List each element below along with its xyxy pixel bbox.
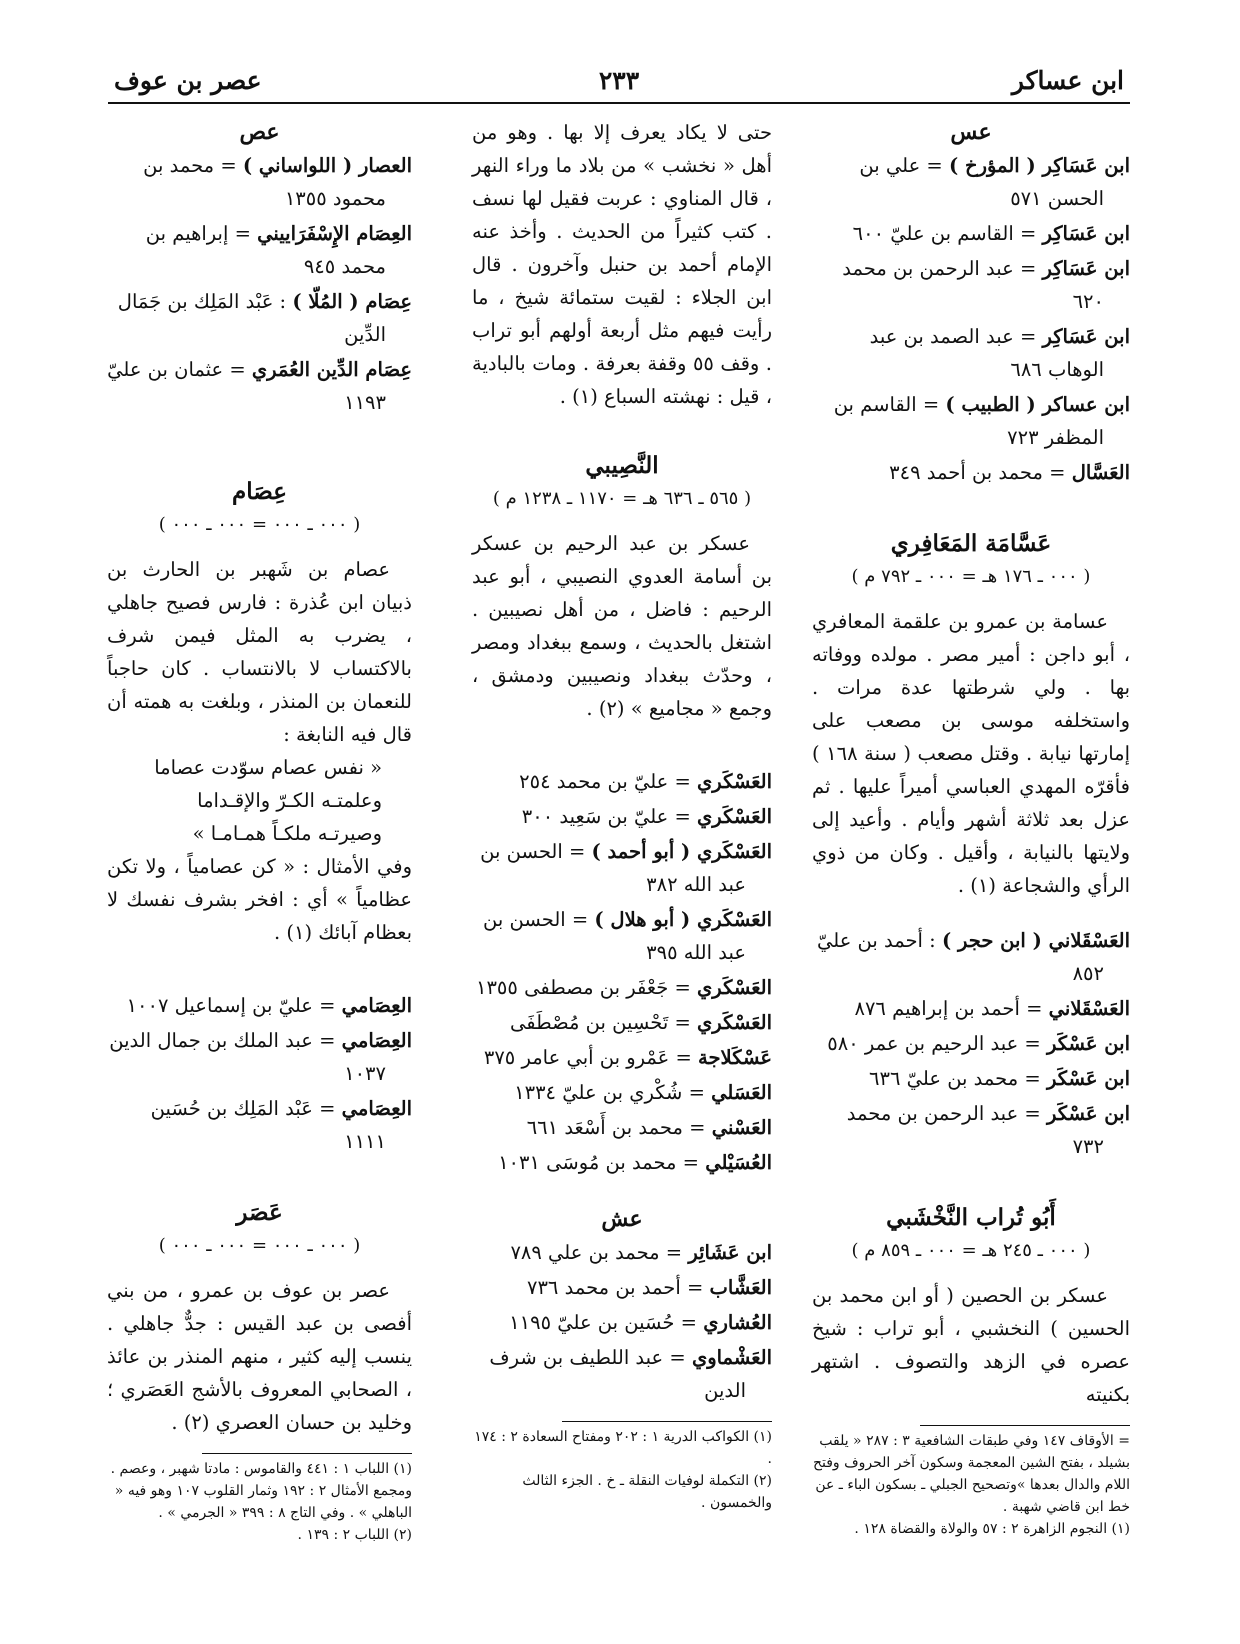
entry-value: = عليّ بن سَعِيد ٣٠٠	[521, 805, 691, 828]
continued-text: حتى لا يكاد يعرف إلا بها . وهو من أهل « نخشب » من بلاد ما وراء النهر ، قال المناوي : عربت فقيل لها نسف . كتب كثيراً من الحديث . وأخذ عنه الإمام أحمد بن حنبل وآخرون . قال ابن الجلاء : لقيت ستمائة شيخ ، ما رأيت فيهم مثل أربعة أولهم أبو تراب . وقف ٥٥ وقفة بعرفة . ومات بالبادية ، قيل : نهشته السباع (١) .	[472, 121, 772, 408]
index-entry	[107, 1092, 412, 1158]
spacer	[107, 421, 412, 461]
footnote-rule	[202, 1453, 412, 1454]
index-entry	[472, 1006, 772, 1039]
index-entry	[472, 1076, 772, 1109]
entry-name: العِصَام الإِسْفَرَاييني	[257, 222, 412, 245]
index-entry	[812, 1097, 1130, 1163]
entry-value: = محمد بن مُوسَى ١٠٣١	[498, 1151, 700, 1174]
index-entry	[472, 1041, 772, 1074]
index-entry	[472, 835, 772, 901]
entry-name: ابن عَشَائِر	[688, 1241, 772, 1264]
entry-value: = جَعْفَر بن مصطفى ١٣٥٥	[475, 976, 691, 999]
entry-value: = شُكْري بن عليّ ١٣٣٤	[514, 1081, 705, 1104]
index-entry	[107, 217, 412, 283]
entry-name: العَسْكَري	[697, 770, 772, 793]
entry-value: = عبد الصمد بن عبد الوهاب ٦٨٦	[869, 325, 1104, 381]
footnote: (١) اللباب ١ : ٤٤١ والقاموس : مادتا شهبر ، وعصم . ومجمع الأمثال ٢ : ١٩٢ وثمار القلوب ١٠٧ وهو فيه « الباهلي » . وفي التاج ٨ : ٣٩٩ « الجرمي » .	[110, 1461, 412, 1521]
running-header	[108, 62, 1130, 104]
entry-list	[812, 924, 1130, 1163]
index-entry	[107, 149, 412, 215]
entry-name: العِصَامي	[341, 1097, 412, 1120]
spacer	[107, 949, 412, 989]
biography-text: عسكر بن عبد الرحيم بن عسكر بن أسامة العدوي النصيبي ، أبو عبد الرحيم : فاضل ، من أهل نصيبين . اشتغل بالحديث ، وسمع ببغداد ومصر ، وحدّث ببغداد ونصيبين ودمشق ، وجمع « مجاميع » (٢) .	[472, 532, 772, 720]
entry-value: = عليّ بن محمد ٢٥٤	[519, 770, 691, 793]
column-left	[107, 116, 412, 1616]
index-entry	[812, 924, 1130, 990]
entry-name: ابن عَسَاكِر	[1042, 222, 1130, 245]
index-entry	[472, 903, 772, 969]
spacer	[812, 1165, 1130, 1187]
index-entry	[472, 800, 772, 833]
entry-name: ابن عَسْكَر	[1046, 1102, 1130, 1125]
biography-title: النَّصِيبي	[585, 452, 659, 479]
index-entry	[812, 456, 1130, 489]
poem-verse: وعلمتـه الكـرّ والإقـداما	[197, 789, 382, 812]
section-title: عش	[601, 1206, 643, 1232]
entry-name: العَسَّال	[1071, 461, 1130, 484]
entry-value: = عبد الملك بن جمال الدين ١٠٣٧	[109, 1029, 386, 1085]
header-right-title: ابن عساكر	[1006, 66, 1130, 95]
spacer	[107, 1160, 412, 1182]
entry-name: ابن عساكر ( الطبيب )	[945, 393, 1130, 416]
index-entry	[472, 1306, 772, 1339]
entry-value: = إبراهيم بن محمد ٩٤٥	[145, 222, 386, 278]
biography-title: عِصَام	[232, 478, 287, 505]
index-entry	[472, 1271, 772, 1304]
entry-name: ابن عَسْكَر	[1046, 1067, 1130, 1090]
index-entry	[812, 320, 1130, 386]
entry-list	[107, 149, 412, 419]
entry-value: = أحمد بن محمد ٧٣٦	[526, 1276, 704, 1299]
entry-value: = محمد بن علي ٧٨٩	[510, 1241, 683, 1264]
entry-name: العِصَامي	[341, 1029, 412, 1052]
section-title: عس	[950, 119, 992, 145]
poem-verse: « نفس عصام سوّدت عصاما	[154, 756, 382, 779]
column-middle	[472, 116, 772, 1616]
index-entry	[472, 1236, 772, 1269]
entry-value: = عليّ بن إسماعيل ١٠٠٧	[126, 994, 336, 1017]
spacer	[472, 413, 772, 435]
entry-name: عِصَام ( المُلّا )	[292, 290, 412, 313]
index-entry	[472, 765, 772, 798]
biography-dates: ( ٠٠٠ ـ ٠٠٠ = ٠٠٠ ـ ٠٠٠ )	[158, 1235, 361, 1256]
index-entry	[812, 252, 1130, 318]
entry-value: = القاسم بن عليّ ٦٠٠	[852, 222, 1037, 245]
entry-name: العَسْقَلاني	[1048, 997, 1130, 1020]
poem-verse: وصيرتـه ملكـاً همـامـا »	[192, 822, 382, 845]
section-title: عص	[239, 119, 280, 145]
footnote: = الأوقاف ١٤٧ وفي طبقات الشافعية ٣ : ٢٨٧ « يلقب بشيلد ، بفتح الشين المعجمة وسكون آخر الحروف وفتح اللام والدال بعدها »وتصحيح الجبلي ـ بسكون الباء ـ عن خط ابن قاضي شهبة .	[812, 1433, 1130, 1515]
entry-value: = محمد بن أحمد ٣٤٩	[889, 461, 1066, 484]
biography-text: وفي الأمثال : « كن عصامياً ، ولا تكن عظامياً » أي : افخر بشرف نفسك لا بعظام آبائك (١) .	[107, 855, 412, 944]
entry-name: عَسْكَلاجة	[698, 1046, 772, 1069]
entry-value: = الحسن بن عبد الله ٣٩٥	[483, 908, 746, 964]
entry-list	[472, 765, 772, 1179]
index-entry	[472, 1111, 772, 1144]
entry-name: العُسَيْلي	[705, 1151, 772, 1174]
index-entry	[107, 989, 412, 1022]
entry-name: العُشاري	[703, 1311, 772, 1334]
entry-name: العِصَامي	[341, 994, 412, 1017]
biography-text: عسكر بن الحصين ( أو ابن محمد بن الحسين ) النخشبي ، أبو تراب : شيخ عصره في الزهد والتصوف . اشتهر بكنيته	[812, 1284, 1130, 1406]
entry-name: العَسْكَري	[697, 805, 772, 828]
biography-dates: ( ٠٠٠ ـ ١٧٦ هـ = ٠٠٠ ـ ٧٩٢ م )	[851, 566, 1091, 587]
entry-name: ابن عَسَاكِر	[1042, 325, 1130, 348]
entry-name: العصار ( اللواساني )	[242, 154, 412, 177]
biography-title: عَسَّامَة المَعَافِري	[890, 530, 1052, 557]
biography-dates: ( ٠٠٠ ـ ٢٤٥ هـ = ٠٠٠ ـ ٨٥٩ م )	[851, 1240, 1091, 1261]
entry-value: = عبد الرحمن بن محمد ٦٢٠	[842, 257, 1104, 313]
biography-title: أَبُو تُراب النَّخْشَبي	[886, 1204, 1056, 1231]
entry-list	[812, 149, 1130, 489]
entry-name: العَسْكَري ( أبو هلال )	[594, 908, 772, 931]
footnote-rule	[920, 1425, 1130, 1426]
entry-value: = علي بن الحسن ٥٧١	[859, 154, 1104, 210]
entry-name: ابن عَسَاكِر	[1042, 257, 1130, 280]
entry-name: العَشْماوي	[691, 1346, 772, 1369]
footnote: (١) الكواكب الدرية ١ : ٢٠٢ ومفتاح السعادة ٢ : ١٧٤ .	[474, 1429, 772, 1467]
biography-title: عَصَر	[236, 1199, 283, 1226]
entry-name: ابن عَسْكَر	[1046, 1032, 1130, 1055]
entry-name: ابن عَسَاكِر ( المؤرخ )	[948, 154, 1130, 177]
index-entry	[812, 1027, 1130, 1060]
entry-name: العَسْكَري ( أبو أحمد )	[591, 840, 772, 863]
entry-name: العَشَّاب	[709, 1276, 772, 1299]
entry-name: العَسْقَلاني ( ابن حجر )	[941, 929, 1130, 952]
biography-dates: ( ٠٠٠ ـ ٠٠٠ = ٠٠٠ ـ ٠٠٠ )	[158, 514, 361, 535]
entry-name: العَسْكَري	[697, 976, 772, 999]
biography-dates: ( ٥٦٥ ـ ٦٣٦ هـ = ١١٧٠ ـ ١٢٣٨ م )	[492, 488, 752, 509]
entry-name: العَسْني	[711, 1116, 772, 1139]
entry-value: = عبد الرحمن بن محمد ٧٣٢	[846, 1102, 1104, 1158]
entry-value: = حُسَين بن عليّ ١١٩٥	[509, 1311, 697, 1334]
entry-value: = عثمان بن عليّ ١١٩٣	[107, 358, 386, 414]
footnote: (١) النجوم الزاهرة ٢ : ٥٧ والولاة والقضاة ١٢٨ .	[854, 1521, 1130, 1537]
footnote: (٢) اللباب ٢ : ١٣٩ .	[297, 1527, 412, 1543]
entry-name: عِصَام الدِّين العُمَري	[251, 358, 412, 381]
entry-value: : أحمد بن عليّ ٨٥٢	[816, 929, 1104, 985]
spacer	[472, 1181, 772, 1203]
biography-text: عصر بن عوف بن عمرو ، من بني أفصى بن عبد القيس : جدٌّ جاهلي . ينسب إليه كثير ، منهم المنذر بن عائذ ، الصحابي المعروف بالأشج العَصَري ؛ وخليد بن حسان العصري (٢) .	[107, 1279, 412, 1434]
entry-value: = القاسم بن المظفر ٧٢٣	[833, 393, 1104, 449]
entry-value: = عَمْرو بن أبي عامر ٣٧٥	[483, 1046, 692, 1069]
entry-value: = محمد بن عليّ ٦٣٦	[869, 1067, 1041, 1090]
header-left-title: عصر بن عوف	[108, 66, 268, 95]
entry-value: = عبد الرحيم بن عمر ٥٨٠	[827, 1032, 1041, 1055]
index-entry	[812, 388, 1130, 454]
entry-value: = تَحْسِين بن مُصْطَفَى	[510, 1011, 691, 1034]
index-entry	[812, 217, 1130, 250]
entry-list	[472, 1236, 772, 1407]
column-right	[812, 116, 1130, 1616]
entry-value: = محمد بن محمود ١٣٥٥	[143, 154, 386, 210]
index-entry	[812, 149, 1130, 215]
spacer	[812, 491, 1130, 513]
biography-text: عسامة بن عمرو بن علقمة المعافري ، أبو داجن : أمير مصر . مولده ووفاته بها . ولي شرطتها عدة مرات . واستخلفه موسى بن مصعب على إمارتها نيابة . وقتل مصعب ( سنة ١٦٨ ) فأقرّه المهدي العباسي أميراً عليها . ثم عزل بعد ثلاثة أشهر وأيام . وأعيد إلى ولايتها بالنيابة ، وأقيل . وكان من ذوي الرأي والشجاعة (١) .	[812, 610, 1130, 897]
spacer	[812, 902, 1130, 924]
index-entry	[812, 992, 1130, 1025]
entry-value: = عَبْد المَلِك بن حُسَين ١١١١	[150, 1097, 386, 1153]
footnote-rule	[562, 1421, 772, 1422]
footnote: (٢) التكملة لوفيات النقلة ـ خ . الجزء الثالث والخمسون .	[522, 1473, 772, 1511]
page-number: ٢٣٣	[593, 66, 645, 95]
index-entry	[107, 1024, 412, 1090]
index-entry	[472, 971, 772, 1004]
entry-name: العَسْكَري	[697, 1011, 772, 1034]
entry-value: : عَبْد المَلِك بن جَمَال الدِّين	[117, 290, 386, 346]
index-entry	[812, 1062, 1130, 1095]
entry-list	[107, 989, 412, 1158]
index-entry	[472, 1341, 772, 1407]
biography-text: عصام بن شَهبر بن الحارث بن ذبيان ابن عُذرة : فارس فصيح جاهلي ، يضرب به المثل فيمن شرف بالاكتساب لا بالانتساب . كان حاجباً للنعمان بن المنذر ، وبلغت به همته أن قال فيه النابغة :	[107, 558, 412, 746]
spacer	[472, 725, 772, 765]
index-entry	[107, 353, 412, 419]
index-entry	[107, 285, 412, 351]
entry-name: العَسَلي	[711, 1081, 772, 1104]
index-entry	[472, 1146, 772, 1179]
entry-value: = الحسن بن عبد الله ٣٨٢	[480, 840, 746, 896]
entry-value: = عبد اللطيف بن شرف الدين	[489, 1346, 746, 1402]
entry-value: = أحمد بن إبراهيم ٨٧٦	[854, 997, 1043, 1020]
entry-value: = محمد بن أَسْعَد ٦٦١	[526, 1116, 706, 1139]
